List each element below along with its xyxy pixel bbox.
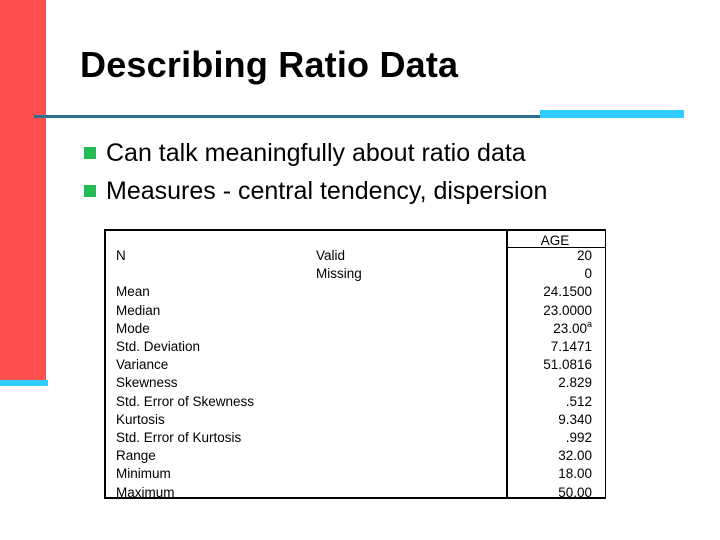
row-value bbox=[508, 339, 592, 354]
bullet-list bbox=[84, 134, 547, 210]
bullet-item bbox=[84, 134, 547, 172]
table-row bbox=[106, 284, 606, 302]
bullet-text: Can talk meaningfully about ratio data bbox=[106, 138, 526, 167]
row-value-text: 23.00 bbox=[553, 320, 587, 336]
table-row bbox=[106, 266, 606, 284]
row-label: Std. Deviation bbox=[116, 339, 201, 354]
row-value-text: 23.0000 bbox=[543, 302, 592, 318]
row-value-text: 50.00 bbox=[558, 484, 592, 500]
row-label: Kurtosis bbox=[116, 411, 165, 427]
table-row bbox=[106, 394, 606, 412]
footnote-marker: a bbox=[586, 318, 592, 329]
table-row bbox=[106, 303, 606, 321]
row-label: Variance bbox=[116, 357, 169, 373]
row-label: Maximum bbox=[116, 484, 175, 500]
row-value bbox=[508, 394, 592, 409]
table-row bbox=[106, 375, 606, 393]
row-value bbox=[508, 248, 592, 263]
row-sublabel: Missing bbox=[316, 266, 362, 282]
row-value-text: 20 bbox=[576, 248, 592, 263]
row-value-text: 24.1500 bbox=[543, 284, 592, 300]
table-row bbox=[106, 430, 606, 448]
left-accent-bar bbox=[0, 0, 46, 380]
row-value-text: 32.00 bbox=[558, 448, 592, 464]
bullet-item bbox=[84, 172, 547, 210]
slide-title: Describing Ratio Data bbox=[80, 44, 459, 85]
row-label: Mode bbox=[116, 320, 150, 336]
table-row bbox=[106, 357, 606, 375]
row-value-text: .992 bbox=[565, 430, 592, 445]
row-value bbox=[508, 284, 592, 299]
row-value bbox=[508, 448, 592, 463]
table-row bbox=[106, 485, 606, 503]
row-label: Std. Error of Kurtosis bbox=[116, 430, 242, 445]
left-accent-cyan-strip bbox=[0, 380, 48, 386]
row-label: N bbox=[116, 248, 126, 263]
row-value bbox=[508, 412, 592, 427]
row-label: Median bbox=[116, 302, 161, 318]
row-value-text: 7.1471 bbox=[550, 339, 592, 354]
row-value-text: 18.00 bbox=[558, 466, 592, 482]
row-value bbox=[508, 266, 592, 281]
square-bullet-icon bbox=[84, 185, 96, 197]
row-value bbox=[508, 303, 592, 318]
row-value bbox=[508, 375, 592, 390]
title-underline-accent bbox=[540, 110, 684, 118]
table-row bbox=[106, 466, 606, 484]
row-label: Minimum bbox=[116, 466, 171, 482]
row-value-text: 51.0816 bbox=[543, 357, 592, 373]
row-label: Std. Error of Skewness bbox=[116, 393, 255, 409]
row-value-text: 2.829 bbox=[558, 375, 592, 391]
row-value-text: 9.340 bbox=[558, 411, 592, 427]
table-row bbox=[106, 318, 606, 339]
row-sublabel: Valid bbox=[316, 248, 346, 263]
table-column-header: AGE bbox=[540, 233, 570, 248]
row-value bbox=[508, 430, 592, 445]
table-row bbox=[106, 412, 606, 430]
row-value bbox=[508, 318, 592, 336]
square-bullet-icon bbox=[84, 147, 96, 159]
statistics-table bbox=[104, 229, 606, 499]
row-value bbox=[508, 485, 592, 500]
row-value bbox=[508, 466, 592, 481]
table-row bbox=[106, 248, 606, 266]
row-value-text: 0 bbox=[584, 266, 592, 282]
row-label: Mean bbox=[116, 284, 150, 300]
row-label: Range bbox=[116, 448, 156, 464]
row-value-text: .512 bbox=[565, 393, 592, 409]
table-row bbox=[106, 448, 606, 466]
bullet-text: Measures - central tendency, dispersion bbox=[106, 176, 548, 205]
table-row bbox=[106, 339, 606, 357]
row-label: Skewness bbox=[116, 375, 178, 391]
row-value bbox=[508, 357, 592, 372]
